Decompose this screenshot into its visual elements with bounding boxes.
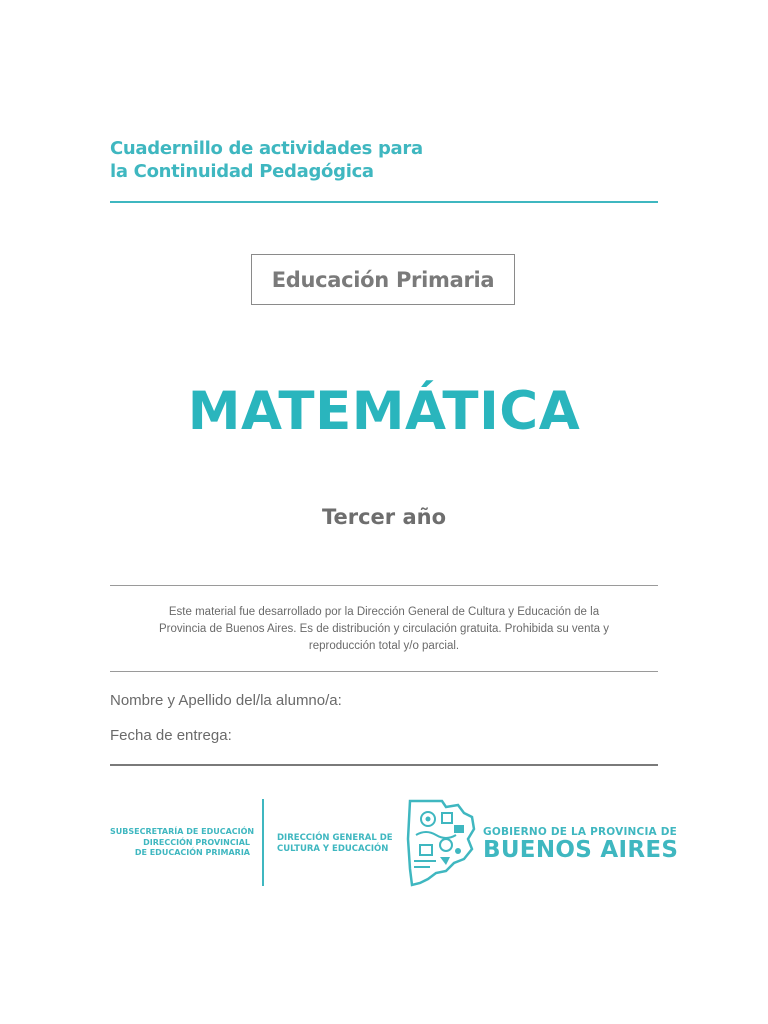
footer-vertical-divider [262, 799, 264, 886]
province-map-emblem-icon [406, 799, 476, 887]
school-year: Tercer año [321, 505, 447, 529]
gobierno-line-2: BUENOS AIRES [483, 837, 679, 863]
dgce-line-2: CULTURA Y EDUCACIÓN [277, 844, 389, 854]
delivery-date-label: Fecha de entrega: [110, 727, 232, 744]
booklet-title-line-2: la Continuidad Pedagógica [110, 161, 374, 182]
subsecretaria-line-3: DE EDUCACIÓN PRIMARIA [134, 848, 250, 857]
education-level-box: Educación Primaria [251, 254, 515, 305]
distribution-notice [110, 604, 658, 655]
form-bottom-divider [110, 764, 658, 766]
gobierno-logo-text [483, 826, 678, 862]
notice-line-3: reproducción total y/o parcial. [308, 640, 460, 652]
gobierno-line-1: GOBIERNO DE LA PROVINCIA DE [483, 826, 678, 838]
subsecretaria-line-1: SUBSECRETARÍA DE EDUCACIÓN [110, 827, 255, 836]
subsecretaria-line-2: DIRECCIÓN PROVINCIAL [143, 837, 250, 847]
dgce-line-1: DIRECCIÓN GENERAL DE [277, 833, 393, 843]
notice-line-1: Este material fue desarrollado por la Dirección General de Cultura y Educación de la [168, 606, 600, 618]
notice-line-2: Provincia de Buenos Aires. Es de distribución y circulación gratuita. Prohibida su venta y [158, 623, 610, 635]
subject-title: MATEMÁTICA [187, 381, 581, 442]
booklet-title [110, 137, 658, 183]
notice-bottom-divider [110, 671, 658, 672]
student-name-label: Nombre y Apellido del/la alumno/a: [110, 692, 342, 709]
notice-top-divider [110, 585, 658, 586]
dgce-logo-text [277, 833, 393, 855]
booklet-title-line-1: Cuadernillo de actividades para [110, 138, 423, 159]
subsecretaria-logo-text [110, 827, 255, 859]
header-divider [110, 201, 658, 203]
